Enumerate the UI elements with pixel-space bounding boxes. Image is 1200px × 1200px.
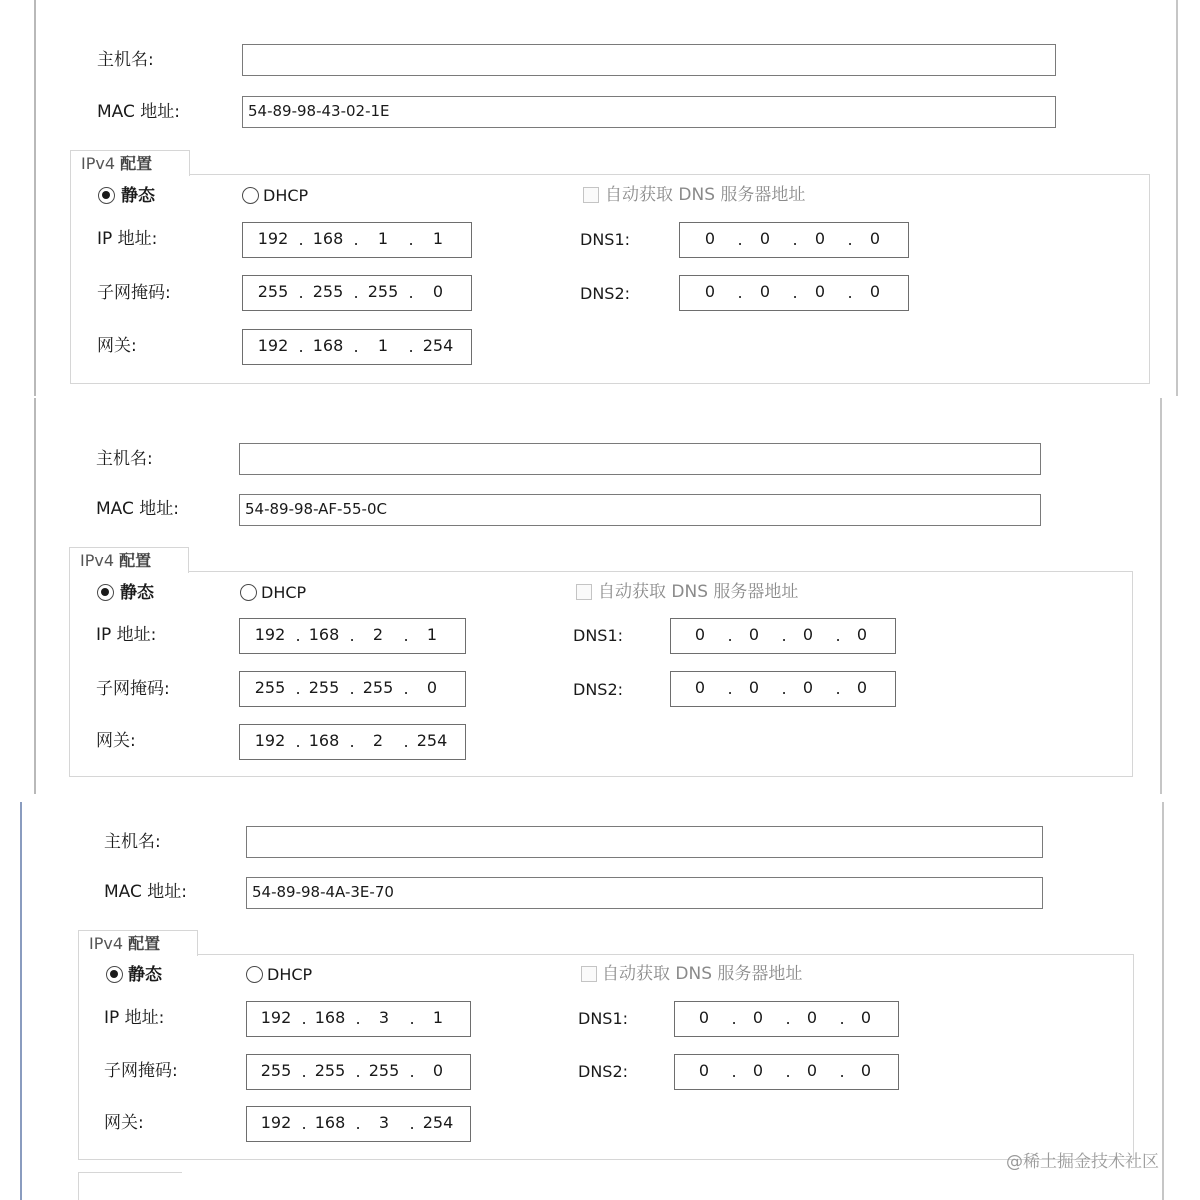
dns1-octet-3: 0 bbox=[802, 625, 814, 644]
dns2-octet-4: 0 bbox=[860, 1061, 872, 1080]
ip-address-input[interactable] bbox=[239, 618, 466, 654]
dns2-octet-1: 0 bbox=[694, 678, 706, 697]
mac-input[interactable]: 54-89-98-43-02-1E bbox=[242, 96, 1056, 128]
dns1-input[interactable] bbox=[679, 222, 909, 258]
ip-address-input[interactable] bbox=[242, 222, 472, 258]
dhcp-radio[interactable] bbox=[240, 584, 257, 601]
dns2-octet-4: 0 bbox=[856, 678, 868, 697]
gateway-octet-4: 254 bbox=[422, 336, 454, 355]
subnet-mask-input[interactable] bbox=[239, 671, 466, 707]
auto-dns-checkbox[interactable] bbox=[583, 187, 599, 203]
panel-left-border bbox=[34, 0, 36, 396]
panel-right-border bbox=[1162, 802, 1164, 1200]
mask-octet-2: 255 bbox=[314, 1061, 346, 1080]
dns1-label: DNS1: bbox=[573, 626, 624, 645]
mask-octet-1: 255 bbox=[260, 1061, 292, 1080]
dns1-label: DNS1: bbox=[578, 1009, 629, 1028]
dns2-octet-2: 0 bbox=[759, 282, 771, 301]
gateway-octet-4: 254 bbox=[422, 1113, 454, 1132]
dns1-octet-3: 0 bbox=[814, 229, 826, 248]
dns1-dot: . bbox=[737, 230, 743, 249]
mask-label: 子网掩码: bbox=[104, 1061, 178, 1081]
network-config-panel-1 bbox=[0, 0, 1200, 396]
mask-dot: . bbox=[298, 283, 304, 302]
ip-dot: . bbox=[403, 626, 409, 645]
dns2-label: DNS2: bbox=[573, 680, 624, 699]
panel-right-border bbox=[1176, 0, 1178, 396]
mask-octet-2: 255 bbox=[308, 678, 340, 697]
auto-dns-label: 自动获取 DNS 服务器地址 bbox=[598, 582, 799, 602]
dns1-dot: . bbox=[847, 230, 853, 249]
mac-label: MAC 地址: bbox=[96, 499, 179, 519]
dhcp-radio[interactable] bbox=[246, 966, 263, 983]
dns2-label: DNS2: bbox=[578, 1062, 629, 1081]
dns1-dot: . bbox=[835, 626, 841, 645]
ip-dot: . bbox=[349, 626, 355, 645]
hostname-label: 主机名: bbox=[97, 50, 154, 70]
gateway-octet-2: 168 bbox=[312, 336, 344, 355]
mask-octet-2: 255 bbox=[312, 282, 344, 301]
ip-octet-3: 2 bbox=[372, 625, 384, 644]
dns1-dot: . bbox=[839, 1009, 845, 1028]
ip-octet-4: 1 bbox=[432, 229, 444, 248]
dhcp-label: DHCP bbox=[267, 965, 313, 984]
dns2-octet-4: 0 bbox=[869, 282, 881, 301]
mac-label: MAC 地址: bbox=[104, 882, 187, 902]
dns1-octet-2: 0 bbox=[748, 625, 760, 644]
dns1-dot: . bbox=[781, 626, 787, 645]
ip-dot: . bbox=[301, 1009, 307, 1028]
mask-octet-3: 255 bbox=[362, 678, 394, 697]
auto-dns-checkbox[interactable] bbox=[576, 584, 592, 600]
static-radio[interactable] bbox=[97, 584, 114, 601]
ip-octet-1: 192 bbox=[257, 229, 289, 248]
dns2-dot: . bbox=[727, 679, 733, 698]
ip-octet-3: 3 bbox=[378, 1008, 390, 1027]
dns2-octet-1: 0 bbox=[698, 1061, 710, 1080]
dns2-dot: . bbox=[737, 283, 743, 302]
gateway-dot: . bbox=[353, 337, 359, 356]
gateway-octet-1: 192 bbox=[254, 731, 286, 750]
dhcp-radio[interactable] bbox=[242, 187, 259, 204]
hostname-input[interactable] bbox=[239, 443, 1041, 475]
ipv4-tab-prefix: IPv4 bbox=[89, 934, 124, 953]
dns2-input[interactable] bbox=[674, 1054, 899, 1090]
gateway-dot: . bbox=[403, 732, 409, 751]
dns1-octet-1: 0 bbox=[704, 229, 716, 248]
network-config-panel-2 bbox=[0, 398, 1200, 794]
dns2-label: DNS2: bbox=[580, 284, 631, 303]
gateway-dot: . bbox=[298, 337, 304, 356]
dns2-dot: . bbox=[839, 1062, 845, 1081]
mac-label: MAC 地址: bbox=[97, 102, 180, 122]
ip-octet-4: 1 bbox=[432, 1008, 444, 1027]
subnet-mask-input[interactable] bbox=[246, 1054, 471, 1090]
mask-dot: . bbox=[301, 1062, 307, 1081]
dns1-octet-1: 0 bbox=[698, 1008, 710, 1027]
mask-octet-4: 0 bbox=[426, 678, 438, 697]
gateway-octet-2: 168 bbox=[314, 1113, 346, 1132]
ipv4-config-tab[interactable] bbox=[70, 150, 190, 176]
gateway-dot: . bbox=[408, 337, 414, 356]
panel-right-border bbox=[1160, 398, 1162, 794]
ip-dot: . bbox=[298, 230, 304, 249]
static-label: 静态 bbox=[128, 965, 162, 985]
watermark: @稀土掘金技术社区 bbox=[1006, 1152, 1159, 1172]
static-label: 静态 bbox=[120, 583, 154, 603]
mac-input[interactable]: 54-89-98-AF-55-0C bbox=[239, 494, 1041, 526]
dhcp-label: DHCP bbox=[261, 583, 307, 602]
dns2-dot: . bbox=[792, 283, 798, 302]
ip-address-input[interactable] bbox=[246, 1001, 471, 1037]
ipv4-tab-prefix: IPv4 bbox=[81, 154, 116, 173]
ipv4-tab-suffix: 配置 bbox=[120, 154, 153, 173]
auto-dns-label: 自动获取 DNS 服务器地址 bbox=[605, 185, 806, 205]
ip-dot: . bbox=[355, 1009, 361, 1028]
gateway-octet-4: 254 bbox=[416, 731, 448, 750]
gateway-octet-3: 2 bbox=[372, 731, 384, 750]
dns2-octet-3: 0 bbox=[806, 1061, 818, 1080]
gateway-label: 网关: bbox=[104, 1113, 144, 1133]
mask-octet-1: 255 bbox=[257, 282, 289, 301]
dns2-octet-3: 0 bbox=[802, 678, 814, 697]
hostname-label: 主机名: bbox=[96, 449, 153, 469]
ip-label: IP 地址: bbox=[97, 229, 158, 249]
static-radio[interactable] bbox=[98, 187, 115, 204]
dns1-label: DNS1: bbox=[580, 230, 631, 249]
gateway-label: 网关: bbox=[97, 336, 137, 356]
mask-dot: . bbox=[409, 1062, 415, 1081]
dns1-input[interactable] bbox=[670, 618, 896, 654]
mask-octet-3: 255 bbox=[367, 282, 399, 301]
gateway-input[interactable] bbox=[239, 724, 466, 760]
dns2-input[interactable] bbox=[670, 671, 896, 707]
auto-dns-label: 自动获取 DNS 服务器地址 bbox=[602, 964, 803, 984]
dns2-octet-1: 0 bbox=[704, 282, 716, 301]
dns1-input[interactable] bbox=[674, 1001, 899, 1037]
ipv4-config-tab[interactable] bbox=[78, 930, 198, 956]
gateway-octet-1: 192 bbox=[257, 336, 289, 355]
static-radio[interactable] bbox=[106, 966, 123, 983]
dns1-octet-4: 0 bbox=[869, 229, 881, 248]
gateway-label: 网关: bbox=[96, 731, 136, 751]
hostname-label: 主机名: bbox=[104, 832, 161, 852]
network-config-panel-3 bbox=[0, 802, 1200, 1200]
dns2-octet-3: 0 bbox=[814, 282, 826, 301]
ipv4-tab-suffix: 配置 bbox=[119, 551, 152, 570]
ip-octet-1: 192 bbox=[254, 625, 286, 644]
mask-octet-4: 0 bbox=[432, 282, 444, 301]
dns1-dot: . bbox=[792, 230, 798, 249]
gateway-dot: . bbox=[349, 732, 355, 751]
subnet-mask-input[interactable] bbox=[242, 275, 472, 311]
ipv4-tab-prefix: IPv4 bbox=[80, 551, 115, 570]
ipv4-config-tab[interactable] bbox=[69, 547, 189, 573]
hostname-input[interactable] bbox=[246, 826, 1043, 858]
dns2-octet-2: 0 bbox=[752, 1061, 764, 1080]
auto-dns-checkbox[interactable] bbox=[581, 966, 597, 982]
gateway-octet-3: 1 bbox=[377, 336, 389, 355]
dns1-dot: . bbox=[731, 1009, 737, 1028]
ip-octet-3: 1 bbox=[377, 229, 389, 248]
ip-octet-4: 1 bbox=[426, 625, 438, 644]
gateway-octet-2: 168 bbox=[308, 731, 340, 750]
ip-dot: . bbox=[295, 626, 301, 645]
dns1-dot: . bbox=[727, 626, 733, 645]
dns2-dot: . bbox=[785, 1062, 791, 1081]
ip-octet-2: 168 bbox=[314, 1008, 346, 1027]
ip-dot: . bbox=[409, 1009, 415, 1028]
mask-dot: . bbox=[403, 679, 409, 698]
mask-label: 子网掩码: bbox=[96, 679, 170, 699]
gateway-input[interactable] bbox=[242, 329, 472, 365]
mask-dot: . bbox=[349, 679, 355, 698]
ip-octet-2: 168 bbox=[308, 625, 340, 644]
ip-label: IP 地址: bbox=[96, 625, 157, 645]
gateway-dot: . bbox=[295, 732, 301, 751]
dns1-octet-3: 0 bbox=[806, 1008, 818, 1027]
ip-dot: . bbox=[353, 230, 359, 249]
mac-input[interactable]: 54-89-98-4A-3E-70 bbox=[246, 877, 1043, 909]
dns1-octet-1: 0 bbox=[694, 625, 706, 644]
mask-label: 子网掩码: bbox=[97, 283, 171, 303]
gateway-dot: . bbox=[355, 1114, 361, 1133]
ip-octet-2: 168 bbox=[312, 229, 344, 248]
dns1-octet-2: 0 bbox=[752, 1008, 764, 1027]
next-group-tab-edge bbox=[78, 1172, 182, 1200]
dns2-dot: . bbox=[835, 679, 841, 698]
mask-octet-3: 255 bbox=[368, 1061, 400, 1080]
dns2-dot: . bbox=[731, 1062, 737, 1081]
dns1-octet-2: 0 bbox=[759, 229, 771, 248]
ip-dot: . bbox=[408, 230, 414, 249]
ip-octet-1: 192 bbox=[260, 1008, 292, 1027]
mask-dot: . bbox=[353, 283, 359, 302]
gateway-octet-1: 192 bbox=[260, 1113, 292, 1132]
dns2-octet-2: 0 bbox=[748, 678, 760, 697]
dns2-dot: . bbox=[847, 283, 853, 302]
hostname-input[interactable] bbox=[242, 44, 1056, 76]
dns1-octet-4: 0 bbox=[856, 625, 868, 644]
panel-left-border bbox=[20, 802, 22, 1200]
gateway-dot: . bbox=[409, 1114, 415, 1133]
gateway-input[interactable] bbox=[246, 1106, 471, 1142]
dns2-input[interactable] bbox=[679, 275, 909, 311]
gateway-dot: . bbox=[301, 1114, 307, 1133]
gateway-octet-3: 3 bbox=[378, 1113, 390, 1132]
dns2-dot: . bbox=[781, 679, 787, 698]
mask-octet-4: 0 bbox=[432, 1061, 444, 1080]
dns1-dot: . bbox=[785, 1009, 791, 1028]
mask-dot: . bbox=[295, 679, 301, 698]
ipv4-tab-suffix: 配置 bbox=[128, 934, 161, 953]
static-label: 静态 bbox=[121, 186, 155, 206]
dhcp-label: DHCP bbox=[263, 186, 309, 205]
mask-dot: . bbox=[408, 283, 414, 302]
mask-octet-1: 255 bbox=[254, 678, 286, 697]
panel-left-border bbox=[34, 398, 36, 794]
ip-label: IP 地址: bbox=[104, 1008, 165, 1028]
dns1-octet-4: 0 bbox=[860, 1008, 872, 1027]
mask-dot: . bbox=[355, 1062, 361, 1081]
